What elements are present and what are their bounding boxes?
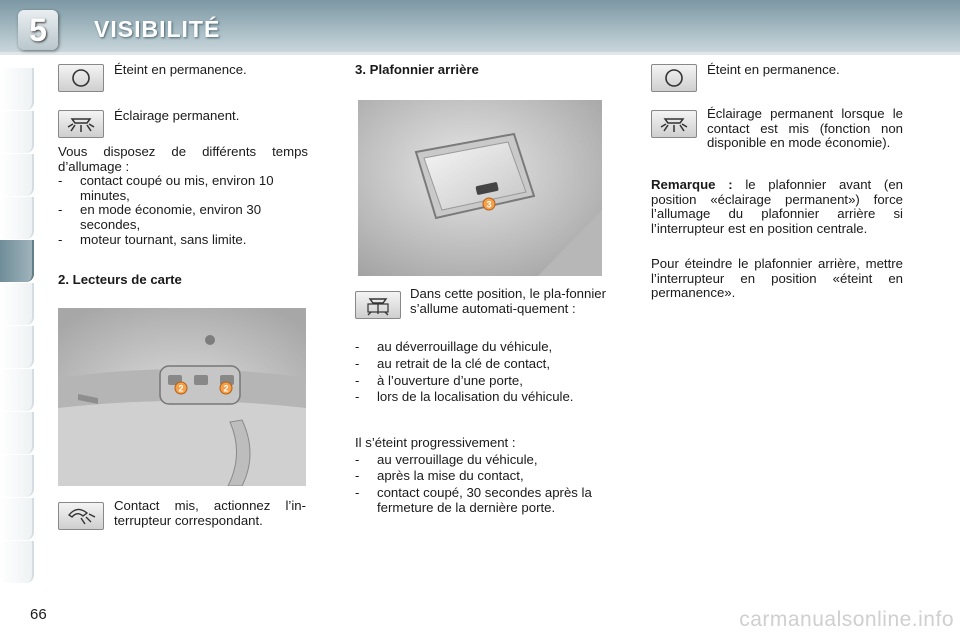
chapter-tab[interactable] xyxy=(0,541,34,583)
chapter-tab[interactable] xyxy=(0,111,34,153)
list-item: - à l’ouverture d’une porte, xyxy=(355,374,627,389)
lamp-off-icon xyxy=(651,64,697,92)
page-title: VISIBILITÉ xyxy=(94,16,221,42)
photo-label-2: 2 xyxy=(178,383,184,394)
watermark: carmanualsonline.info xyxy=(739,608,954,631)
extinguish-instruction: Pour éteindre le plafonnier arrière, mettre l’interrupteur en position «éteint en permanence». xyxy=(651,256,903,300)
chapter-tab-active[interactable] xyxy=(0,240,34,282)
map-reader-lights-photo xyxy=(58,308,306,486)
fade-intro: Il s’éteint progressivement : xyxy=(355,435,516,450)
chapter-number-badge: 5 xyxy=(18,10,58,50)
lamp-on-icon xyxy=(58,110,104,138)
remark-paragraph xyxy=(651,178,903,236)
permanent-on-contact-text: Éclairage permanent lorsque le contact est mis (fonction non disponible en mode économie). xyxy=(707,106,903,150)
page-number: 66 xyxy=(30,606,47,623)
chapter-tab[interactable] xyxy=(0,498,34,540)
remark-text: le plafonnier avant (en position «éclairage permanent») force l’allumage du plafonnier arrière si l’interrupteur est en position centrale. xyxy=(651,177,903,236)
header-divider xyxy=(0,52,960,55)
list-item: - au déverrouillage du véhicule, xyxy=(355,340,627,355)
door-auto-icon xyxy=(355,291,401,319)
timing-intro: Vous disposez de différents temps d’allumage : xyxy=(58,144,308,174)
chapter-tab[interactable] xyxy=(0,326,34,368)
list-item: - moteur tournant, sans limite. xyxy=(58,233,320,248)
auto-position-text: Dans cette position, le pla-fonnier s’allume automati-quement : xyxy=(410,286,606,316)
off-permanent-text: Éteint en permanence. xyxy=(707,62,840,77)
map-reader-switch-icon xyxy=(58,502,104,530)
list-item: - contact coupé, 30 secondes après la fermeture de la dernière porte. xyxy=(355,486,633,515)
list-item: - lors de la localisation du véhicule. xyxy=(355,390,587,405)
chapter-tab[interactable] xyxy=(0,455,34,497)
chapter-tab[interactable] xyxy=(0,154,34,196)
off-permanent-text: Éteint en permanence. xyxy=(114,62,247,77)
permanent-light-text: Éclairage permanent. xyxy=(114,108,240,123)
rear-ceiling-light-photo xyxy=(358,100,602,276)
list-item: - au retrait de la clé de contact, xyxy=(355,357,627,372)
chapter-tabs xyxy=(0,68,34,584)
chapter-tab[interactable] xyxy=(0,68,34,110)
lamp-on-icon xyxy=(651,110,697,138)
lamp-off-icon xyxy=(58,64,104,92)
contact-instruction: Contact mis, actionnez l’in-terrupteur correspondant. xyxy=(114,498,306,528)
list-item: - au verrouillage du véhicule, xyxy=(355,453,627,468)
chapter-tab[interactable] xyxy=(0,369,34,411)
photo-label-3: 3 xyxy=(486,199,492,210)
chapter-tab[interactable] xyxy=(0,197,34,239)
list-item: - en mode économie, environ 30 secondes, xyxy=(58,203,320,232)
list-item: - après la mise du contact, xyxy=(355,469,627,484)
section-title-rear-light: 3. Plafonnier arrière xyxy=(355,62,479,77)
remark-label: Remarque : xyxy=(651,177,733,192)
photo-label-2: 2 xyxy=(223,383,229,394)
section-title-map-readers: 2. Lecteurs de carte xyxy=(58,272,182,287)
chapter-tab[interactable] xyxy=(0,283,34,325)
list-item: - contact coupé ou mis, environ 10 minutes, xyxy=(58,174,320,203)
chapter-tab[interactable] xyxy=(0,412,34,454)
